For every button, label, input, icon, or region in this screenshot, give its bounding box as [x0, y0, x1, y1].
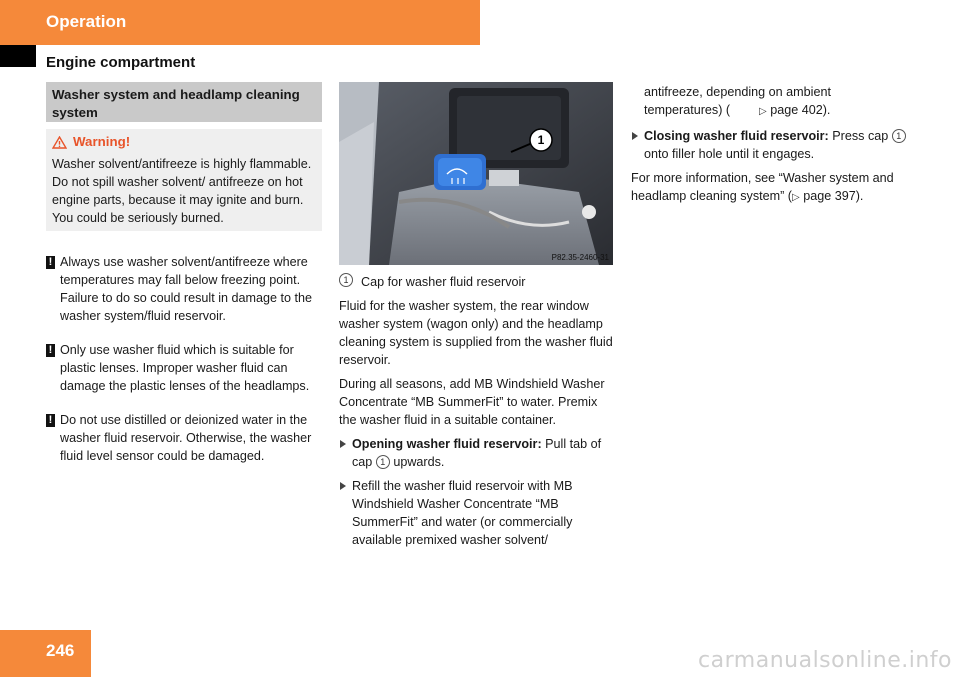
more-info-text: For more information, see “Washer system and headlamp cleaning system” (: [631, 171, 894, 203]
callout-number: 1: [376, 455, 390, 469]
notice-item: [46, 253, 322, 325]
paragraph: During all seasons, add MB Windshield Washer Concentrate “MB SummerFit” to water. Premix the washer fluid in a suitable container.: [339, 377, 605, 427]
step-arrow-icon: [340, 482, 346, 490]
warning-text: Washer solvent/antifreeze is highly flammable. Do not spill washer solvent/ antifreeze on hot engine parts, because it may ignite and burn. You could be seriously burned.: [52, 157, 312, 225]
paragraph: Fluid for the washer system, the rear window washer system (wagon only) and the headlamp cleaning system is supplied from the washer fluid reservoir.: [339, 299, 613, 367]
step-open-reservoir: [339, 435, 615, 471]
callout-number: 1: [892, 129, 906, 143]
page-number-tab: [0, 630, 91, 677]
step-heading: Opening washer fluid reservoir:: [352, 437, 542, 451]
notice-item: [46, 411, 322, 465]
photo-code: P82.35-2460-31: [551, 253, 609, 262]
step-heading: Closing washer fluid reservoir:: [644, 129, 829, 143]
callout-number: 1: [339, 273, 353, 287]
photo-caption: [339, 273, 615, 291]
step-text: Press cap: [832, 129, 889, 143]
page-ref-arrow-icon: ▷: [792, 192, 800, 203]
notice-list: [46, 253, 322, 465]
topic-box: Washer system and headlamp cleaning system: [46, 82, 322, 122]
chapter-title: Operation: [46, 12, 127, 31]
step-text: Refill the washer fluid reservoir with MB Windshield Washer Concentrate “MB SummerFit” and water (or commercially available premixed washer solvent/: [352, 479, 573, 547]
step-text: onto filler hole until it engages.: [644, 147, 815, 161]
watermark: carmanualsonline.info: [698, 648, 952, 673]
warning-heading: [52, 133, 316, 151]
warning-title: Warning!: [73, 134, 131, 149]
more-info: [631, 169, 901, 207]
middle-column: [339, 82, 615, 549]
warning-triangle-icon: [52, 136, 67, 149]
step-close-reservoir: [631, 127, 921, 163]
left-column: [46, 82, 322, 465]
notice-text: Always use washer solvent/antifreeze where temperatures may fall below freezing point. Failure to do so could result in damage to the washer system/fluid reservoir.: [60, 255, 313, 323]
photo-callout-label: 1: [537, 133, 545, 147]
page-ref-text: page 402).: [770, 103, 831, 117]
chapter-marker: [0, 45, 36, 67]
section-title: Engine compartment: [46, 54, 196, 71]
page-ref-text[interactable]: page 397).: [803, 189, 864, 203]
warning-box: [46, 129, 322, 231]
step-text: upwards.: [393, 455, 445, 469]
step-text: Pull tab of cap: [352, 437, 602, 469]
step-arrow-icon: [632, 132, 638, 140]
notice-icon: !: [46, 256, 55, 269]
step-refill: [339, 477, 615, 549]
notice-text: Only use washer fluid which is suitable for plastic lenses. Improper washer fluid can damage the plastic lenses of the headlamps.: [60, 343, 310, 393]
right-column: [631, 83, 921, 207]
engine-photo: [339, 82, 613, 265]
caption-text: Cap for washer fluid reservoir: [361, 275, 526, 289]
notice-icon: !: [46, 344, 55, 357]
page-number: 246: [46, 641, 75, 660]
reservoir-illustration: [339, 82, 613, 265]
chapter-tab: [0, 0, 480, 45]
page-ref-arrow-icon: ▷: [759, 106, 767, 117]
step-text: antifreeze, depending on ambient temperatures) (: [644, 85, 831, 117]
notice-icon: !: [46, 414, 55, 427]
notice-item: [46, 341, 322, 395]
notice-text: Do not use distilled or deionized water in the washer fluid reservoir. Otherwise, the washer fluid level sensor could be damaged.: [60, 413, 312, 463]
step-arrow-icon: [340, 440, 346, 448]
